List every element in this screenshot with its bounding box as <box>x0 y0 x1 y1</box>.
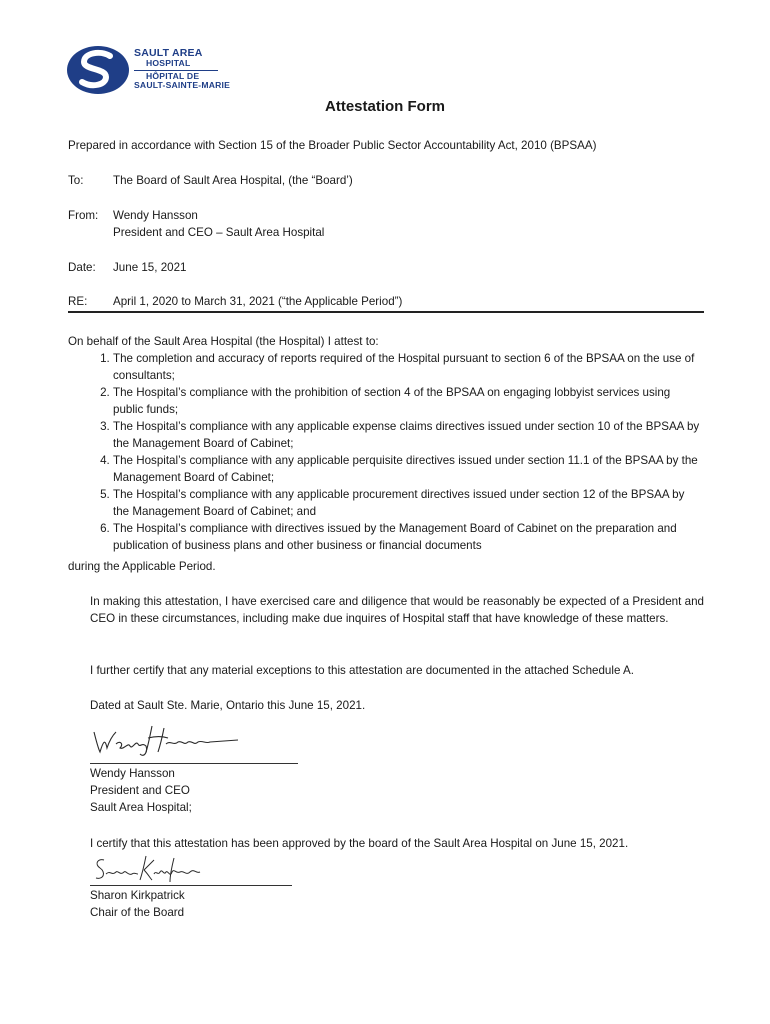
to-value: The Board of Sault Area Hospital, (the “Board’) <box>113 174 353 187</box>
signer2-title: Chair of the Board <box>90 906 185 919</box>
date-label: Date: <box>68 261 96 274</box>
care-paragraph: In making this attestation, I have exercised care and diligence that would be reasonably be expected of a President and CEO in these circumstances, including make due inquires of Hospital staff that have knowledge of these matters. <box>90 595 704 625</box>
logo-line-4: SAULT-SAINTE-MARIE <box>134 80 231 91</box>
re-value: April 1, 2020 to March 31, 2021 (“the Applicable Period”) <box>113 295 403 308</box>
ceo-signature-mark <box>90 718 300 764</box>
list-item: 1. The completion and accuracy of reports required of the Hospital pursuant to section 6 of the BPSAA on the use of consultants; <box>113 350 703 384</box>
signer2-name: Sharon Kirkpatrick <box>90 889 185 902</box>
from-row <box>68 207 198 224</box>
list-item: 6. The Hospital’s compliance with directives issued by the Management Board of Cabinet on the preparation and publication of business plans and other business or financial documents <box>113 520 703 554</box>
attest-intro: On behalf of the Sault Area Hospital (the Hospital) I attest to: <box>68 335 379 348</box>
list-item: 2. The Hospital’s compliance with the prohibition of section 4 of the BPSAA on engaging lobbyist services using public funds; <box>113 384 703 418</box>
date-value: June 15, 2021 <box>113 261 187 274</box>
from-title: President and CEO – Sault Area Hospital <box>113 226 325 239</box>
to-row <box>68 172 353 189</box>
exceptions-paragraph: I further certify that any material exceptions to this attestation are documented in the attached Schedule A. <box>90 664 634 677</box>
logo-mark-icon <box>66 44 132 96</box>
signer1-title: President and CEO <box>90 784 190 797</box>
from-name: Wendy Hansson <box>113 209 198 222</box>
list-item: 4. The Hospital’s compliance with any applicable perquisite directives issued under section 11.1 of the BPSAA by the Management Board of Cabinet; <box>113 452 703 486</box>
chair-signature-mark <box>90 852 290 886</box>
signer1-name: Wendy Hansson <box>90 767 175 780</box>
to-label: To: <box>68 174 84 187</box>
dated-paragraph: Dated at Sault Ste. Marie, Ontario this June 15, 2021. <box>90 699 366 712</box>
page-title: Attestation Form <box>325 98 445 115</box>
list-item: 5. The Hospital’s compliance with any applicable procurement directives issued under section 12 of the BPSAA by the Management Board of Cabinet; and <box>113 486 703 520</box>
logo-line-2: HOSPITAL <box>146 58 191 68</box>
header-divider <box>68 311 704 313</box>
attestation-list <box>68 350 703 554</box>
ceo-signature-line <box>90 763 298 764</box>
signer1-org: Sault Area Hospital; <box>90 801 192 814</box>
re-label: RE: <box>68 295 88 308</box>
ceo-signature <box>90 718 300 764</box>
from-label: From: <box>68 209 99 222</box>
chair-signature-line <box>90 885 292 886</box>
chair-signature <box>90 852 290 886</box>
re-row <box>68 293 402 310</box>
board-paragraph: I certify that this attestation has been approved by the board of the Sault Area Hospital on June 15, 2021. <box>90 837 629 850</box>
list-item: 3. The Hospital’s compliance with any applicable expense claims directives issued under section 10 of the BPSAA by the Management Board of Cabinet; <box>113 418 703 452</box>
period-close: during the Applicable Period. <box>68 560 216 573</box>
date-row <box>68 259 187 276</box>
prepared-statement: Prepared in accordance with Section 15 of the Broader Public Sector Accountability Act, 2010 (BPSAA) <box>68 139 597 152</box>
logo-line-3: HÔPITAL DE <box>146 70 200 81</box>
logo-line-1: SAULT AREA <box>134 47 203 59</box>
logo-wordmark <box>134 48 234 91</box>
